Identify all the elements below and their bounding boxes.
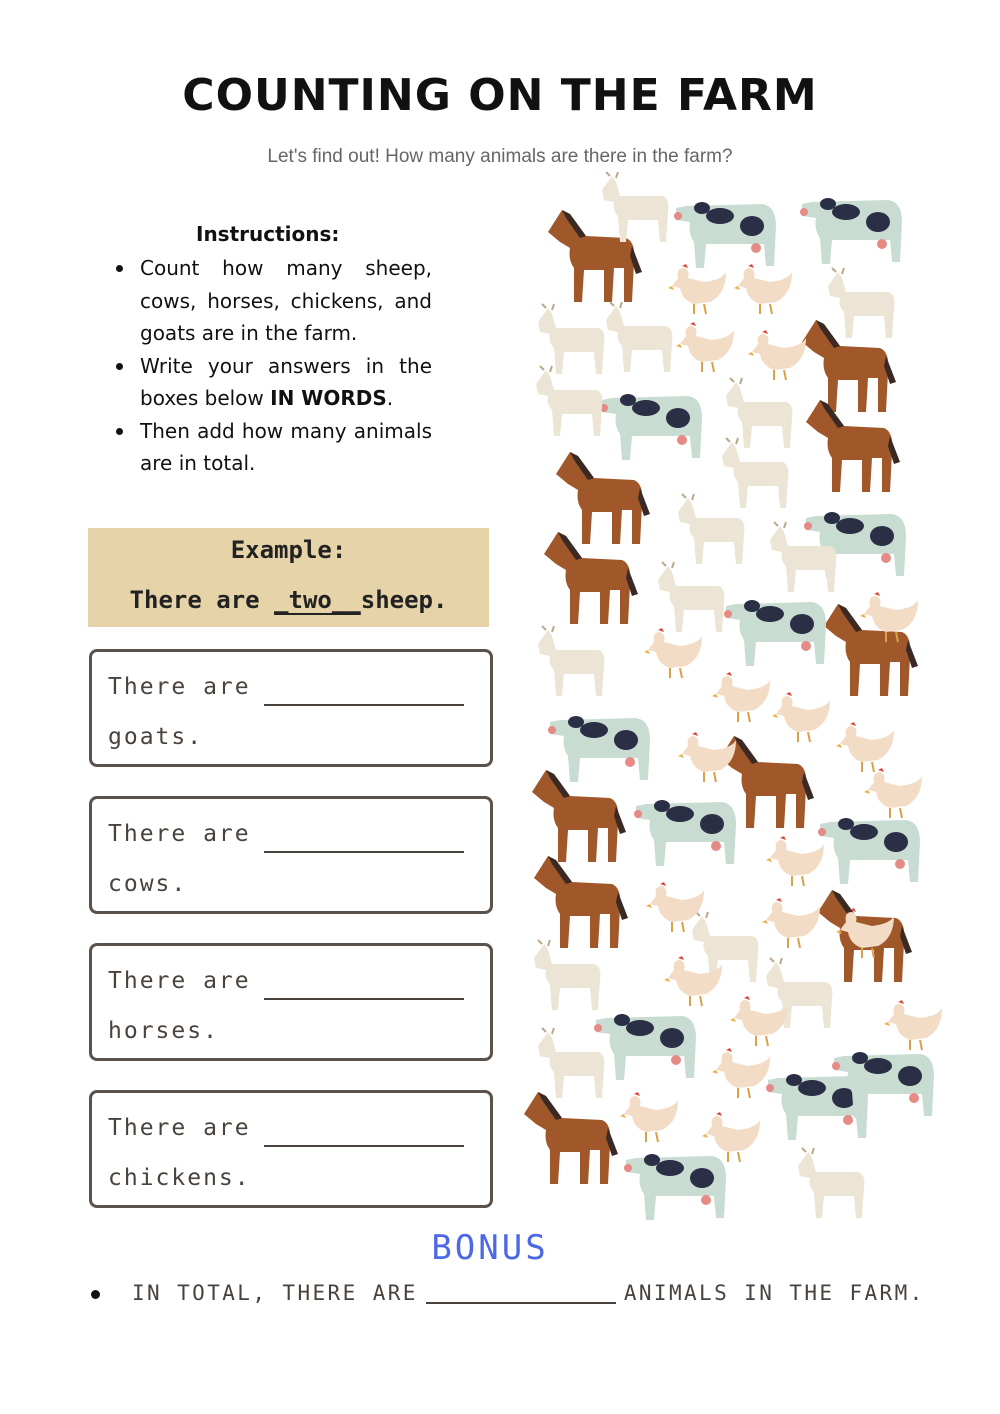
- answer-animal: cows.: [108, 871, 188, 897]
- page-subtitle: Let's find out! How many animals are there in the farm?: [267, 146, 733, 167]
- instruction-item: [110, 350, 432, 415]
- answer-blank-goats[interactable]: [264, 704, 464, 706]
- instructions-list: [110, 252, 432, 480]
- example-box: [88, 528, 489, 627]
- instruction-text: Then add how many animals are in total.: [140, 418, 432, 475]
- answer-animal: chickens.: [108, 1165, 251, 1191]
- answer-prefix: There are: [108, 1115, 251, 1141]
- example-heading: Example:: [230, 536, 347, 564]
- example-suffix: sheep.: [360, 586, 448, 614]
- bonus-answer-blank[interactable]: [426, 1301, 616, 1304]
- bonus-heading: BONUS: [431, 1228, 549, 1268]
- instructions-heading: Instructions:: [196, 222, 340, 246]
- instruction-text: .: [386, 386, 394, 410]
- answer-box-goats: [89, 649, 493, 767]
- farm-animals-illustration: [512, 172, 942, 1247]
- instruction-text: Write your answers in the boxes below: [140, 353, 432, 410]
- example-sentence: [88, 586, 489, 614]
- instruction-item: [110, 252, 432, 350]
- page-title: COUNTING ON THE FARM: [182, 70, 818, 121]
- answer-box-cows: [89, 796, 493, 914]
- answer-box-chickens: [89, 1090, 493, 1208]
- answer-blank-cows[interactable]: [264, 851, 464, 853]
- answer-prefix: There are: [108, 968, 251, 994]
- instruction-text: Count how many sheep, cows, horses, chickens, and goats are in the farm.: [140, 256, 432, 345]
- answer-blank-chickens[interactable]: [264, 1145, 464, 1147]
- answer-prefix: There are: [108, 674, 251, 700]
- answer-box-horses: [89, 943, 493, 1061]
- bonus-sentence: [132, 1281, 925, 1305]
- instruction-bold-text: IN WORDS: [270, 386, 387, 410]
- bonus-bullet: [91, 1290, 100, 1299]
- answer-animal: goats.: [108, 724, 204, 750]
- bonus-prefix: IN TOTAL, THERE ARE: [132, 1281, 418, 1305]
- answer-animal: horses.: [108, 1018, 219, 1044]
- answer-blank-horses[interactable]: [264, 998, 464, 1000]
- answer-prefix: There are: [108, 821, 251, 847]
- example-prefix: There are: [129, 586, 275, 614]
- instruction-item: [110, 415, 432, 480]
- bonus-suffix: ANIMALS IN THE FARM.: [623, 1281, 925, 1305]
- example-answer: _two__: [274, 586, 361, 614]
